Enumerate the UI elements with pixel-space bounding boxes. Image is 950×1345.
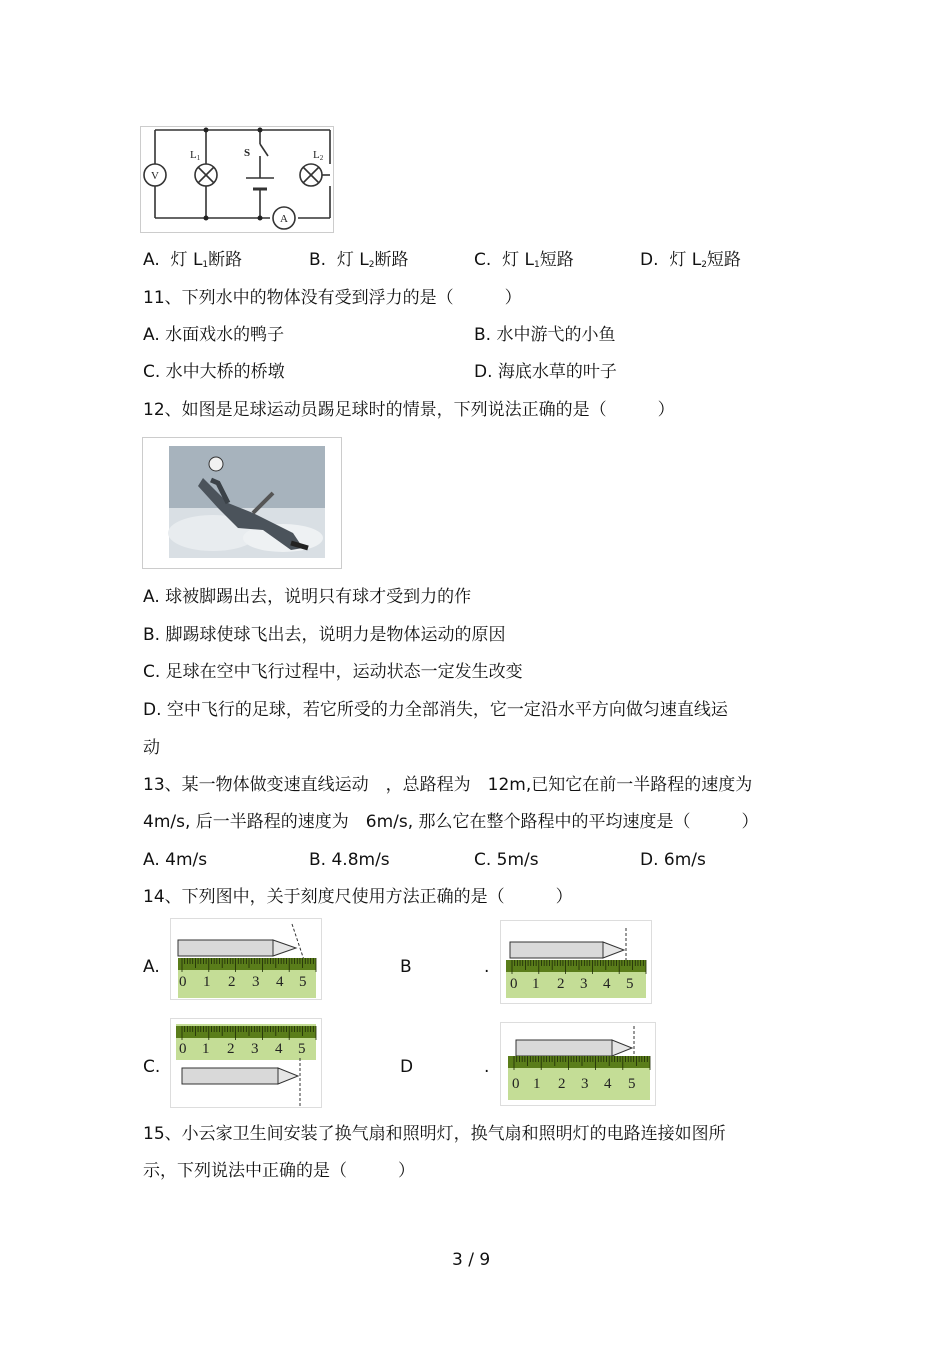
ruler-c-tick-4: 4	[275, 1041, 283, 1057]
ruler-c-tick-5: 5	[298, 1041, 306, 1057]
q14-stem: 14、下列图中，关于刻度尺使用方法正确的是（ ）	[143, 887, 573, 907]
q10-option-c[interactable]: C. 灯 $L_1$短路	[474, 250, 574, 270]
q10-option-d[interactable]: D. 灯 $L_2$短路	[640, 250, 741, 270]
ruler-d-tick-4: 4	[604, 1076, 612, 1092]
ruler-b-tick-0: 0	[510, 976, 518, 992]
q13-stem-line2: 4m/s, 后一半路程的速度为 6m/s, 那么它在整个路程中的平均速度是（ ）	[143, 812, 759, 832]
ruler-figure-a	[170, 918, 322, 1000]
q11-option-b[interactable]: B. 水中游弋的小鱼	[474, 325, 616, 345]
q15-stem-line1: 15、小云家卫生间安装了换气扇和照明灯，换气扇和照明灯的电路连接如图所	[143, 1124, 726, 1144]
ruler-d-tick-3: 3	[581, 1076, 589, 1092]
q14-label-d-dot: .	[484, 1057, 490, 1077]
q13-option-b[interactable]: B. 4.8m/s	[309, 850, 390, 870]
q12-option-b[interactable]: B. 脚踢球使球飞出去，说明力是物体运动的原因	[143, 625, 506, 645]
q11-stem: 11、下列水中的物体没有受到浮力的是（ ）	[143, 288, 522, 308]
ruler-figure-b	[500, 920, 652, 1004]
voltmeter-label: V	[151, 170, 159, 182]
l2-label: L2	[313, 149, 324, 162]
q12-stem: 12、如图是足球运动员踢足球时的情景，下列说法正确的是（ ）	[143, 400, 675, 420]
q12-option-d-continued: 动	[143, 738, 160, 758]
q13-option-c[interactable]: C. 5m/s	[474, 850, 539, 870]
q12-option-d[interactable]: D. 空中飞行的足球，若它所受的力全部消失，它一定沿水平方向做匀速直线运	[143, 700, 728, 720]
ammeter-label: A	[280, 213, 288, 225]
ruler-c-tick-0: 0	[179, 1041, 187, 1057]
ruler-a-tick-4: 4	[276, 974, 284, 990]
ruler-figure-d	[500, 1022, 656, 1106]
ruler-c-tick-1: 1	[202, 1041, 210, 1057]
ruler-d-tick-2: 2	[558, 1076, 566, 1092]
q11-option-d[interactable]: D. 海底水草的叶子	[474, 362, 617, 382]
ruler-a-tick-0: 0	[179, 974, 187, 990]
q11-option-c[interactable]: C. 水中大桥的桥墩	[143, 362, 285, 382]
q12-option-c[interactable]: C. 足球在空中飞行过程中，运动状态一定发生改变	[143, 662, 523, 682]
ruler-b-tick-3: 3	[580, 976, 588, 992]
soccer-photo	[142, 437, 342, 569]
page-number: 3 / 9	[452, 1250, 491, 1270]
q14-label-a[interactable]: A.	[143, 957, 160, 977]
ruler-a-tick-2: 2	[228, 974, 236, 990]
ruler-b-tick-1: 1	[532, 976, 540, 992]
ruler-c-tick-3: 3	[251, 1041, 259, 1057]
q14-label-c[interactable]: C.	[143, 1057, 161, 1077]
ruler-b-tick-4: 4	[603, 976, 611, 992]
ruler-d-tick-1: 1	[533, 1076, 541, 1092]
q13-option-d[interactable]: D. 6m/s	[640, 850, 706, 870]
switch-label: S	[244, 147, 251, 159]
ruler-a-tick-5: 5	[299, 974, 307, 990]
l1-label: L1	[190, 149, 201, 162]
q13-option-a[interactable]: A. 4m/s	[143, 850, 208, 870]
q14-label-d[interactable]: D	[400, 1057, 414, 1077]
ruler-a-tick-1: 1	[203, 974, 211, 990]
circuit-diagram	[140, 126, 335, 234]
ruler-d-tick-0: 0	[512, 1076, 520, 1092]
q12-option-a[interactable]: A. 球被脚踢出去，说明只有球才受到力的作	[143, 587, 472, 607]
ruler-d-tick-5: 5	[628, 1076, 636, 1092]
ruler-figure-c	[170, 1018, 322, 1108]
q15-stem-line2: 示，下列说法中正确的是（ ）	[143, 1161, 415, 1181]
q11-option-a[interactable]: A. 水面戏水的鸭子	[143, 325, 285, 345]
q14-label-b[interactable]: B	[400, 957, 412, 977]
q13-stem-line1: 13、某一物体做变速直线运动 ，总路程为 12m,已知它在前一半路程的速度为	[143, 775, 753, 795]
q10-option-b[interactable]: B. 灯 $L_2$断路	[309, 250, 409, 270]
ruler-b-tick-2: 2	[557, 976, 565, 992]
q10-option-a[interactable]: A. 灯 $L_1$断路	[143, 250, 243, 270]
ruler-b-tick-5: 5	[626, 976, 634, 992]
q14-label-b-dot: .	[484, 957, 490, 977]
ruler-c-tick-2: 2	[227, 1041, 235, 1057]
ruler-a-tick-3: 3	[252, 974, 260, 990]
